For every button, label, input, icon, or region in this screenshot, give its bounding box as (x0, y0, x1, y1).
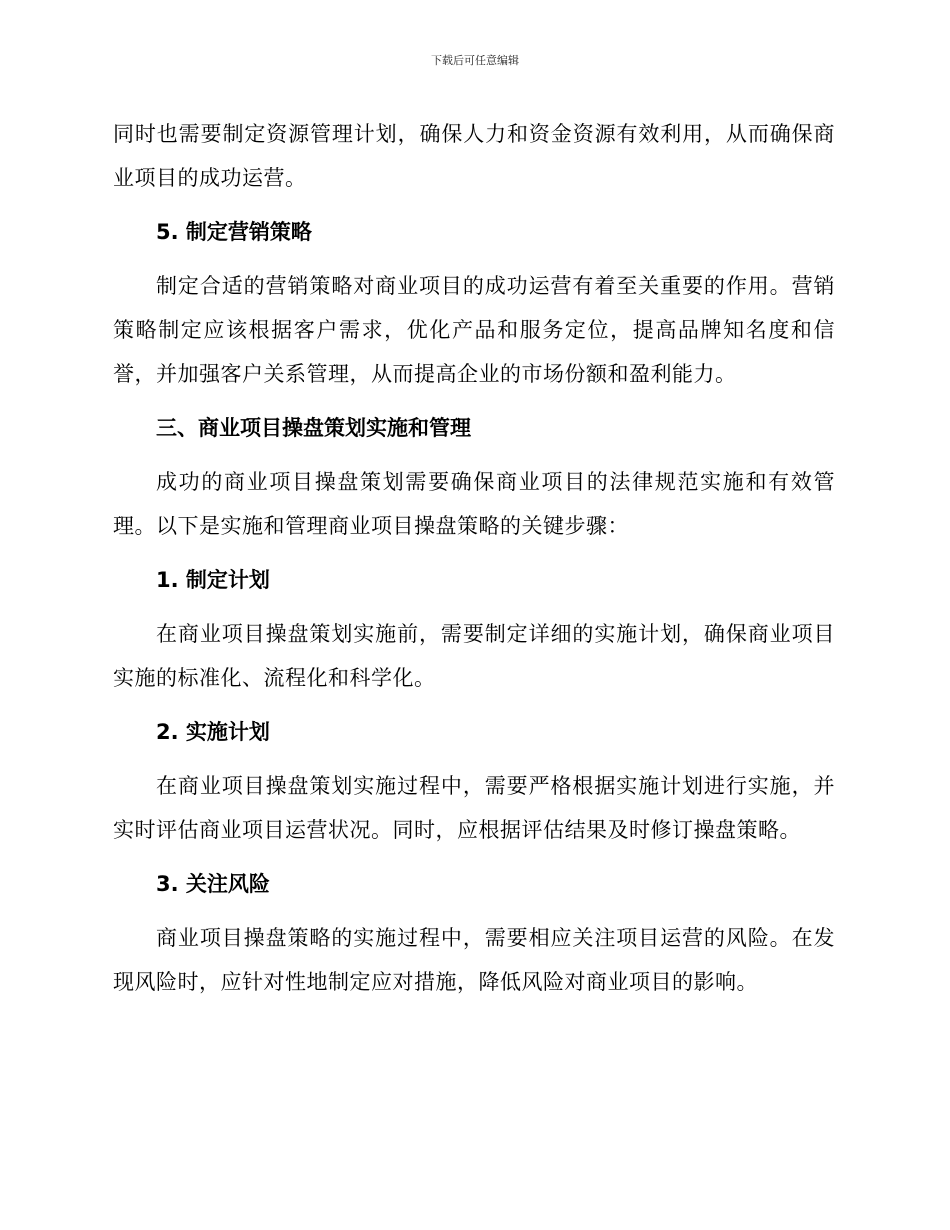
paragraph: 商业项目操盘策略的实施过程中，需要相应关注项目运营的风险。在发现风险时，应针对性地制定应对措施，降低风险对商业项目的影响。 (113, 926, 835, 994)
section-heading: 1. 制定计划 (156, 568, 270, 592)
paragraph: 在商业项目操盘策划实施前，需要制定详细的实施计划，确保商业项目实施的标准化、流程化和科学化。 (113, 622, 835, 690)
page-header: 下载后可任意编辑 (431, 54, 519, 67)
section-heading: 3. 关注风险 (156, 872, 270, 896)
section-heading: 三、商业项目操盘策划实施和管理 (156, 416, 471, 440)
paragraph: 同时也需要制定资源管理计划，确保人力和资金资源有效利用，从而确保商业项目的成功运营。 (113, 122, 835, 190)
section-heading: 5. 制定营销策略 (156, 220, 312, 244)
paragraph: 成功的商业项目操盘策划需要确保商业项目的法律规范实施和有效管理。以下是实施和管理商业项目操盘策略的关键步骤： (113, 470, 835, 538)
paragraph: 在商业项目操盘策划实施过程中，需要严格根据实施计划进行实施，并实时评估商业项目运营状况。同时，应根据评估结果及时修订操盘策略。 (113, 774, 835, 842)
section-heading: 2. 实施计划 (156, 720, 270, 744)
document-body (113, 112, 835, 1004)
paragraph: 制定合适的营销策略对商业项目的成功运营有着至关重要的作用。营销策略制定应该根据客户需求，优化产品和服务定位，提高品牌知名度和信誉，并加强客户关系管理，从而提高企业的市场份额和盈利能力。 (113, 274, 835, 386)
